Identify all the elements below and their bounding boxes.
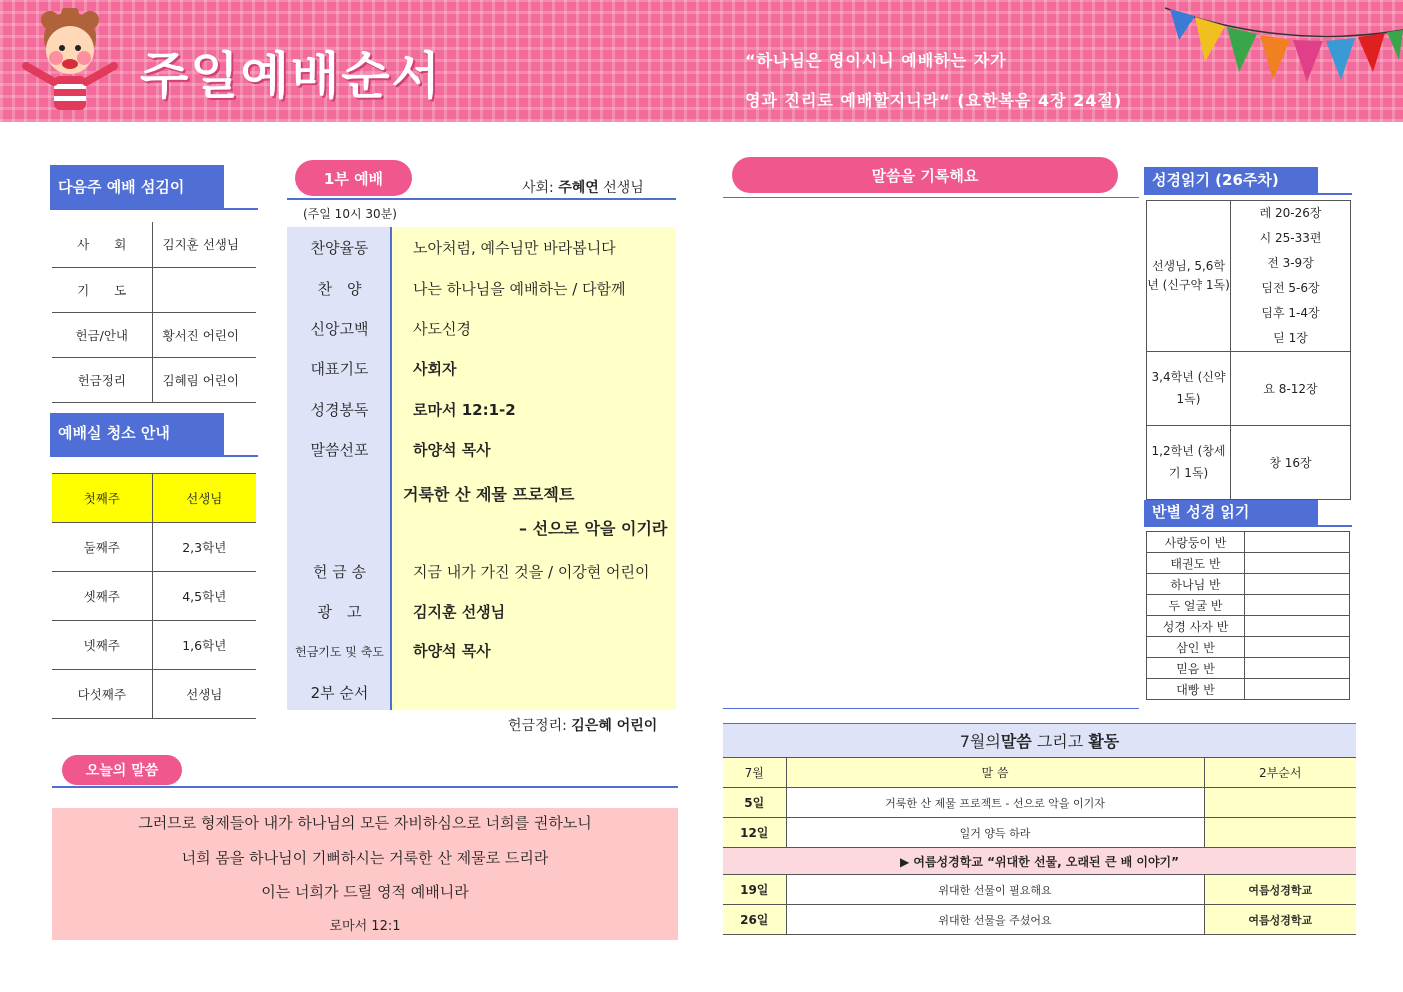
cleaning-header: 예배실 청소 안내 (50, 413, 224, 455)
verse-line-1: “하나님은 영이시니 예배하는 자가 (745, 51, 1007, 70)
part2-cell: 여름성경학교 (1204, 905, 1356, 935)
word-reference: 로마서 12:1 (329, 919, 401, 934)
bunting-flags-icon (1165, 0, 1403, 95)
class-name: 하나님 반 (1147, 574, 1245, 595)
order-value: 나는 하나님을 예배하는 / 다함께 (413, 280, 626, 298)
table-row (723, 905, 1356, 935)
order-value: 지금 내가 가진 것을 / 이강현 어린이 (413, 563, 650, 581)
role-cell: 헌금정리 (52, 357, 152, 402)
date-cell: 12일 (723, 818, 786, 848)
role-cell: 기 도 (52, 267, 152, 312)
table-row (1147, 637, 1350, 658)
table-row (52, 670, 256, 719)
check-cell[interactable] (1245, 574, 1350, 595)
servers-table (52, 222, 256, 403)
part2-cell (1204, 788, 1356, 818)
cleaning-table (52, 473, 256, 719)
date-cell: 26일 (723, 905, 786, 935)
child-mascot-icon (20, 8, 120, 118)
class-reading-header: 반별 성경 읽기 (1144, 500, 1318, 526)
reading-table (1146, 200, 1351, 500)
class-name: 삼인 반 (1147, 637, 1245, 658)
check-cell[interactable] (1245, 679, 1350, 700)
table-row (723, 818, 1356, 848)
order-value: 노아처럼, 예수님만 바라봅니다 (413, 239, 616, 257)
table-row (52, 267, 256, 312)
divider (1144, 193, 1352, 195)
class-name: 사랑둥이 반 (1147, 532, 1245, 553)
today-word-label: 오늘의 말씀 (62, 755, 182, 785)
table-row (52, 312, 256, 357)
servers-header: 다음주 예배 섬김이 (50, 165, 224, 210)
date-cell: 19일 (723, 875, 786, 905)
books-cell (1231, 201, 1351, 352)
table-row (1147, 532, 1350, 553)
word-cell: 일거 양득 하라 (786, 818, 1204, 848)
word-cell: 거룩한 산 제물 프로젝트 - 선으로 악을 이기자 (786, 788, 1204, 818)
word-line: 너희 몸을 하나님이 기뻐하시는 거룩한 산 제물로 드리라 (181, 849, 549, 867)
table-row (723, 875, 1356, 905)
service-host (522, 177, 644, 197)
assignee-cell: 선생님 (152, 670, 256, 719)
july-title-mid: 그리고 (1031, 732, 1089, 751)
check-cell[interactable] (1245, 616, 1350, 637)
table-row (52, 222, 256, 267)
check-cell[interactable] (1245, 637, 1350, 658)
order-label: 광 고 (317, 603, 362, 621)
order-label: 성경봉독 (310, 401, 369, 419)
divider (287, 198, 676, 200)
class-reading-table (1146, 531, 1350, 700)
offering-label: 헌금정리: (508, 718, 567, 734)
class-name: 태권도 반 (1147, 553, 1245, 574)
role-cell: 헌금/안내 (52, 312, 152, 357)
name-cell (152, 267, 256, 312)
order-value: 사도신경 (413, 320, 471, 338)
week-cell: 둘째주 (52, 523, 152, 572)
check-cell[interactable] (1245, 553, 1350, 574)
grade-cell: 선생님, 5,6학년 (신구약 1독) (1147, 201, 1231, 352)
class-name: 성경 사자 반 (1147, 616, 1245, 637)
books-cell: 요 8-12장 (1231, 352, 1351, 426)
assignee-cell: 선생님 (152, 474, 256, 523)
offering-cleanup (508, 715, 657, 735)
order-label: 찬 양 (317, 280, 362, 298)
order-value: 하양석 목사 (413, 642, 491, 660)
assignee-cell: 1,6학년 (152, 621, 256, 670)
word-line: 이는 너희가 드릴 영적 예배니라 (261, 883, 469, 901)
divider (52, 786, 678, 788)
week-cell: 첫째주 (52, 474, 152, 523)
host-name: 주혜연 (558, 180, 599, 196)
week-cell: 다섯째주 (52, 670, 152, 719)
word-line: 그러므로 형제들아 내가 하나님의 모든 자비하심으로 너희를 권하노니 (138, 814, 592, 832)
name-cell: 김혜림 어린이 (152, 357, 256, 402)
check-cell[interactable] (1245, 532, 1350, 553)
table-row (1147, 553, 1350, 574)
verse-line-2: 영과 진리로 예배할지니라“ (요한복음 4장 24절) (745, 91, 1123, 110)
table-row (1147, 616, 1350, 637)
week-cell: 셋째주 (52, 572, 152, 621)
table-row (1147, 352, 1351, 426)
book-item: 전 3-9장 (1267, 256, 1314, 270)
class-name: 두 얼굴 반 (1147, 595, 1245, 616)
col-header: 7월 (723, 758, 786, 788)
july-title-word: 말씀 (1000, 732, 1032, 751)
order-value: 사회자 (413, 360, 457, 378)
name-cell: 황서진 어린이 (152, 312, 256, 357)
divider (50, 455, 258, 457)
order-label: 말씀선포 (310, 441, 369, 459)
table-row (1147, 201, 1351, 352)
today-word-box (52, 808, 678, 940)
assignee-cell: 4,5학년 (152, 572, 256, 621)
book-item: 딤전 5-6장 (1261, 281, 1320, 295)
grade-cell: 3,4학년 (신약 1독) (1147, 352, 1231, 426)
table-row (1147, 426, 1351, 500)
offering-name: 김은혜 어린이 (571, 718, 658, 734)
week-cell: 넷째주 (52, 621, 152, 670)
book-item: 레 20-26장 (1259, 206, 1322, 220)
name-cell: 김지훈 선생님 (152, 222, 256, 267)
check-cell[interactable] (1245, 595, 1350, 616)
service-order (287, 227, 676, 710)
divider (50, 208, 258, 210)
table-row (1147, 679, 1350, 700)
order-label: 헌금기도 및 축도 (295, 645, 384, 659)
col-header: 말 씀 (786, 758, 1204, 788)
book-item: 딛 1장 (1273, 331, 1308, 345)
col-header: 2부순서 (1204, 758, 1356, 788)
july-title-activity: 활동 (1088, 732, 1120, 751)
host-title: 선생님 (603, 180, 644, 196)
order-label: 신앙고백 (310, 320, 369, 338)
part2-cell (1204, 818, 1356, 848)
class-name: 대빵 반 (1147, 679, 1245, 700)
sermon-subtitle: – 선으로 악을 이기라 (519, 519, 668, 538)
order-label: 대표기도 (310, 360, 369, 378)
notes-area-bottom (723, 708, 1139, 709)
sermon-title: 거룩한 산 제물 프로젝트 (403, 485, 575, 504)
table-header-row (723, 758, 1356, 788)
service-label: 1부 예배 (295, 160, 412, 196)
july-title (723, 723, 1356, 757)
book-item: 딤후 1-4장 (1261, 306, 1320, 320)
word-cell: 위대한 선물이 필요해요 (786, 875, 1204, 905)
divider (723, 197, 1139, 198)
notes-label: 말씀을 기록해요 (732, 157, 1118, 193)
reading-header: 성경읽기 (26주차) (1144, 167, 1318, 194)
books-cell: 창 16장 (1231, 426, 1351, 500)
july-table (723, 757, 1356, 935)
order-value: 김지훈 선생님 (413, 603, 506, 621)
date-cell: 5일 (723, 788, 786, 818)
vbs-banner-row: ▶ 여름성경학교 “위대한 선물, 오래된 큰 배 이야기” (723, 848, 1356, 875)
assignee-cell: 2,3학년 (152, 523, 256, 572)
class-name: 믿음 반 (1147, 658, 1245, 679)
table-row (1147, 658, 1350, 679)
order-value: 로마서 12:1-2 (413, 401, 516, 419)
page-title: 주일예배순서 (140, 47, 442, 105)
table-row (723, 788, 1356, 818)
service-time: (주일 10시 30분) (303, 207, 397, 221)
notes-writing-area[interactable] (723, 200, 1139, 706)
table-row (52, 572, 256, 621)
check-cell[interactable] (1245, 658, 1350, 679)
order-label: 헌 금 송 (312, 563, 366, 581)
table-row (1147, 574, 1350, 595)
table-row (52, 357, 256, 402)
order-label: 2부 순서 (310, 684, 369, 702)
table-row (52, 474, 256, 523)
part2-cell: 여름성경학교 (1204, 875, 1356, 905)
divider (1144, 525, 1352, 527)
word-cell: 위대한 선물을 주셨어요 (786, 905, 1204, 935)
host-label: 사회: (522, 180, 554, 196)
order-label: 찬양율동 (310, 239, 369, 257)
table-row (1147, 595, 1350, 616)
role-cell: 사 회 (52, 222, 152, 267)
table-row (52, 523, 256, 572)
book-item: 시 25-33편 (1259, 231, 1322, 245)
table-row (723, 848, 1356, 875)
grade-cell: 1,2학년 (창세기 1독) (1147, 426, 1231, 500)
order-value: 하양석 목사 (413, 441, 491, 459)
july-title-pre: 7월의 (959, 732, 1001, 751)
order-label-column (287, 227, 392, 710)
table-row (52, 621, 256, 670)
